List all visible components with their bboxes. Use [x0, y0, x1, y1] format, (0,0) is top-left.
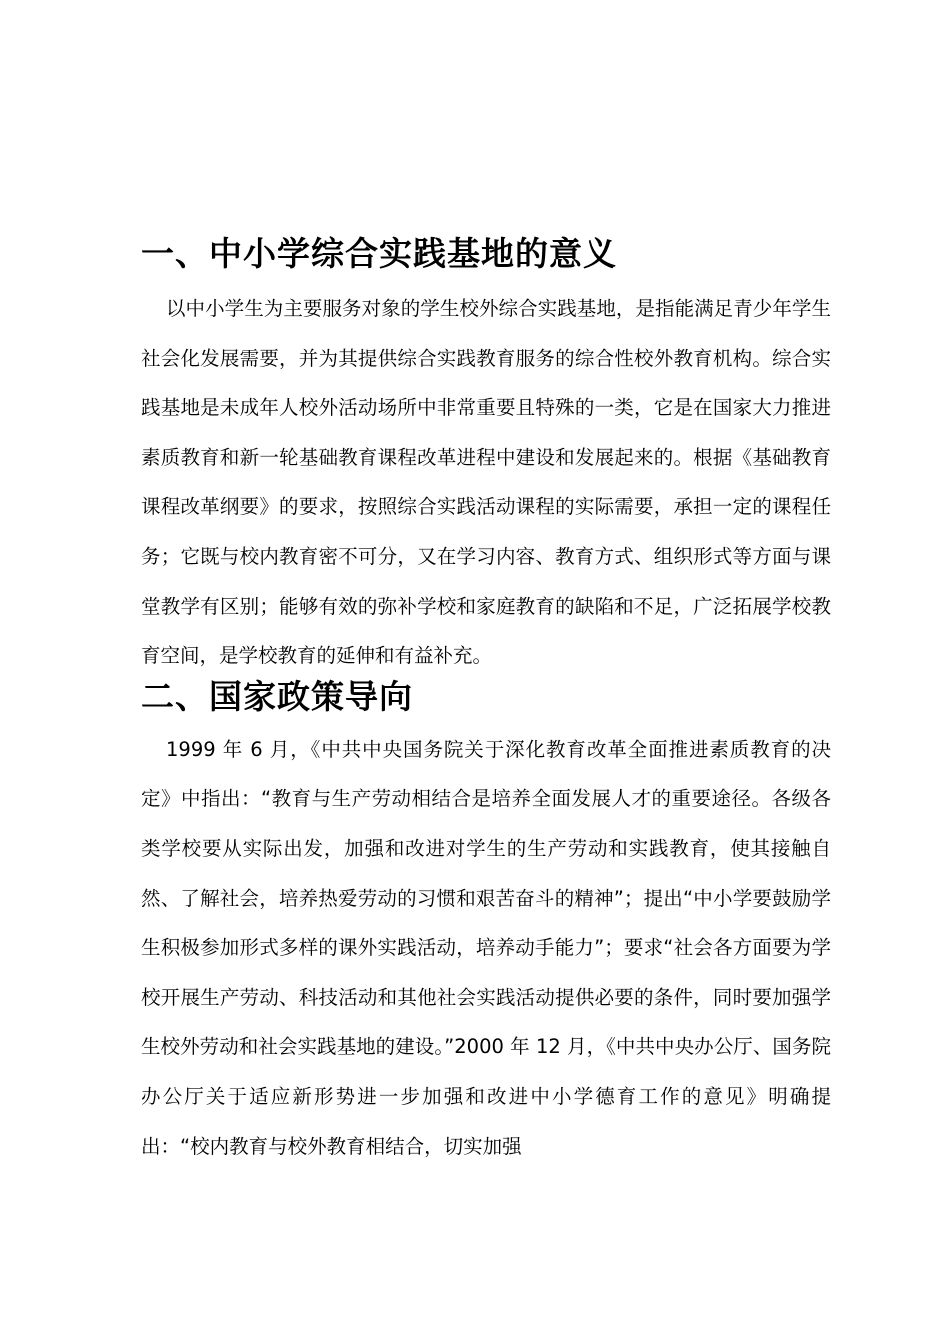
section-heading-significance: 一、中小学综合实践基地的意义	[141, 234, 617, 273]
document-body	[141, 228, 831, 1171]
section-paragraph-significance: 以中小学生为主要服务对象的学生校外综合实践基地，是指能满足青少年学生社会化发展需要，并为其提供综合实践教育服务的综合性校外教育机构。综合实践基地是未成年人校外活动场所中非常重要且特殊的一类，它是在国家大力推进素质教育和新一轮基础教育课程改革进程中建设和发展起来的。根据《基础教育课程改革纲要》的要求，按照综合实践活动课程的实际需要，承担一定的课程任务；它既与校内教育密不可分，又在学习内容、教育方式、组织形式等方面与课堂教学有区别；能够有效的弥补学校和家庭教育的缺陷和不足，广泛拓展学校教育空间，是学校教育的延伸和有益补充。	[141, 297, 831, 668]
section-heading-policy: 二、国家政策导向	[141, 676, 413, 716]
section-paragraph-policy: 1999 年 6 月，《中共中央国务院关于深化教育改革全面推进素质教育的决定》中指出：“教育与生产劳动相结合是培养全面发展人才的重要途径。各级各类学校要从实际出发，加强和改进对学生的生产劳动和实践教育，使其接触自然、了解社会，培养热爱劳动的习惯和艰苦奋斗的精神”；提出“中小学要鼓励学生积极参加形式多样的课外实践活动，培养动手能力”；要求“社会各方面要为学校开展生产劳动、科技活动和其他社会实践活动提供必要的条件，同时要加强学生校外劳动和社会实践基地的建设。”2000 年 12 月，《中共中央办公厅、国务院办公厅关于适应新形势进一步加强和改进中小学德育工作的意见》明确提出：“校内教育与校外教育相结合，切实加强	[141, 737, 831, 1158]
